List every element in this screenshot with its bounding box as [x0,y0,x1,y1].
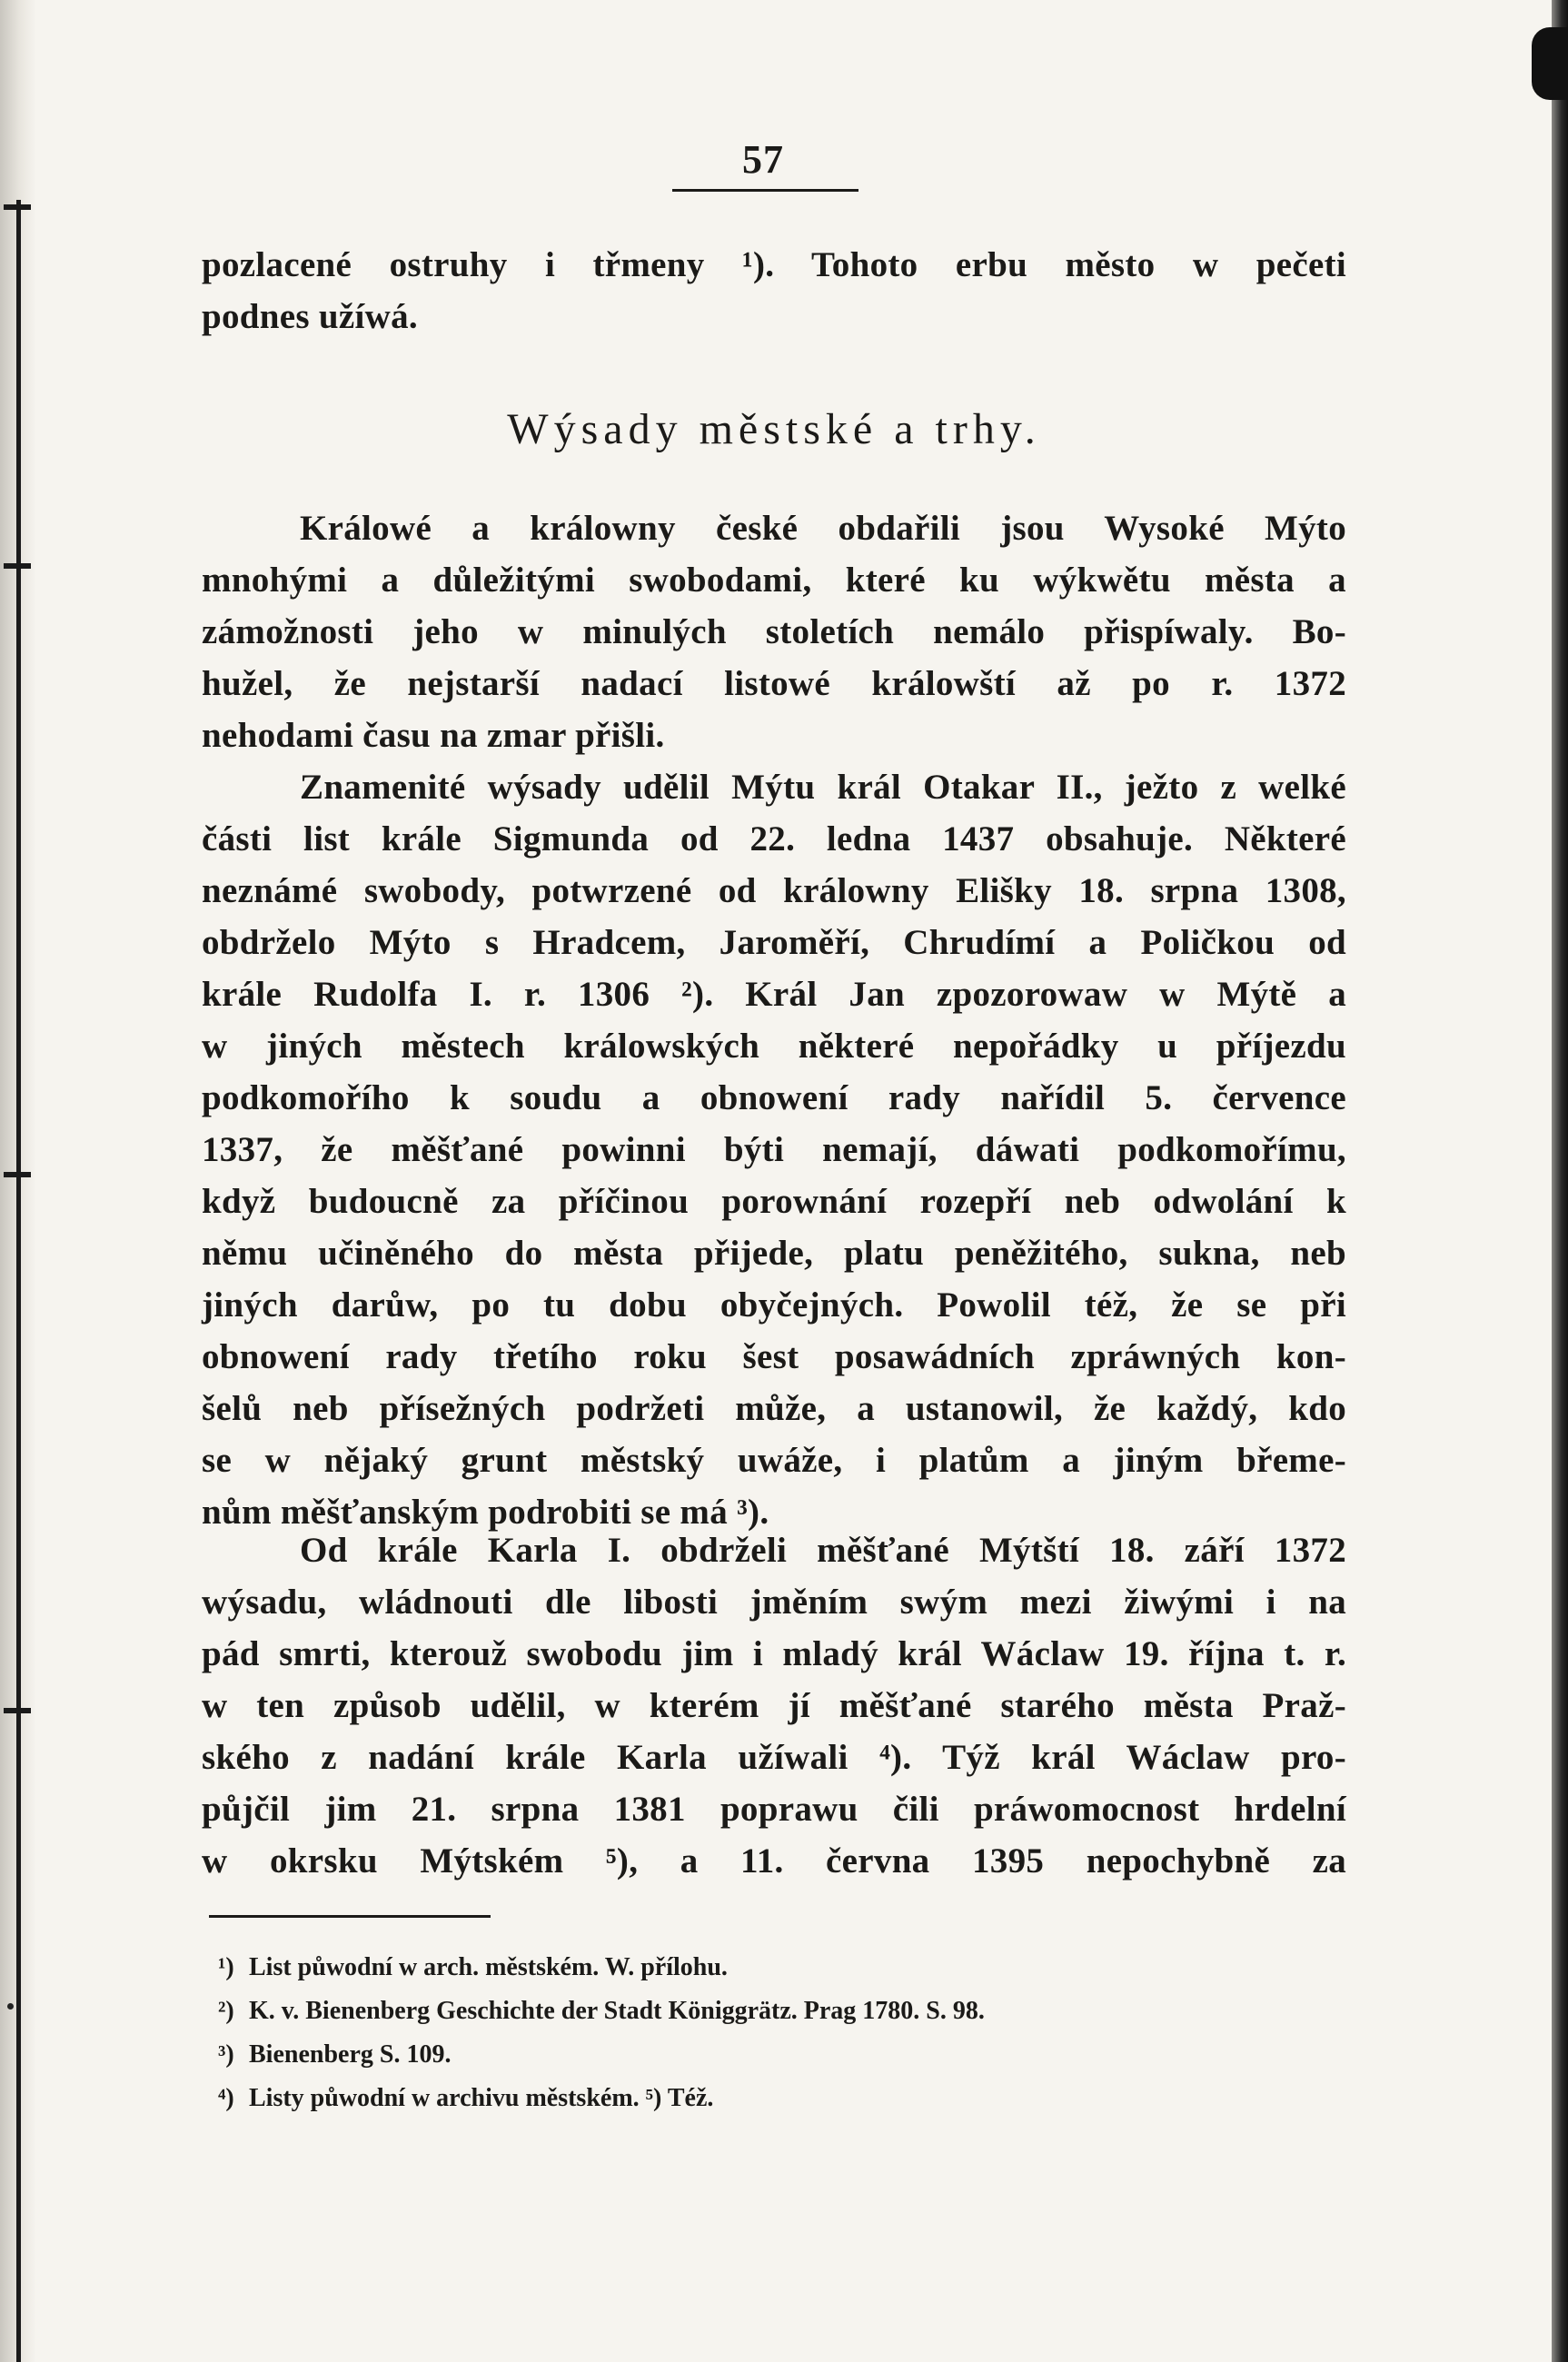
text-line: obdrželo Mýto s Hradcem, Jaroměří, Chrudímí a Poličkou od [202,923,1346,962]
text-line: 1337, že měšťané powinni býti nemají, dáwati podkomořímu, [202,1130,1346,1169]
text-line: mnohými a důležitými swobodami, které ku wýkwětu města a [202,561,1346,600]
text-line: nehodami času na zmar přišli. [202,716,665,755]
footnote [218,2077,1308,2120]
text-line: podkomořího k soudu a obnowení rady nařídil 5. července [202,1078,1346,1117]
binding-dot [7,2003,14,2010]
footnote-mark: ⁴) [218,2084,234,2112]
text-line: Králowé a králowny české obdařili jsou Wysoké Mýto [300,509,1346,548]
text-line: zámožnosti jeho w minulých stoletích nemálo přispíwaly. Bo- [202,612,1346,651]
footnote-text: Listy půwodní w archivu městském. ⁵) Též. [249,2084,714,2112]
paragraph [202,502,1346,761]
page-number: 57 [742,137,784,182]
text-line: půjčil jim 21. srpna 1381 poprawu čili práwomocnost hrdelní [202,1790,1346,1829]
footnote-mark: ¹) [218,1953,234,1981]
footnote-text: Bienenberg S. 109. [249,2040,452,2069]
text-line: ského z nadání krále Karla užíwali ⁴). Týž král Wáclaw pro- [202,1738,1346,1777]
footnote-text: List půwodní w arch. městském. W. přílohu. [249,1953,728,1981]
intro-paragraph [202,239,1346,342]
text-line: krále Rudolfa I. r. 1306 ²). Král Jan zpozorowaw w Mýtě a [202,975,1346,1014]
text-line: Znamenité wýsady udělil Mýtu král Otakar II., ježto z welké [300,768,1346,807]
page-number-rule [672,189,858,192]
text-line: němu učiněného do města přijede, platu peněžitého, sukna, neb [202,1234,1346,1273]
footnote [218,2033,1308,2077]
text-line: pozlacené ostruhy i třmeny ¹). Tohoto erbu město w pečeti [202,245,1346,284]
footnote [218,1990,1308,2033]
page-corner-shadow [1532,27,1568,100]
text-line: se w nějaký grunt městský uwáže, i platům a jiným břeme- [202,1441,1346,1480]
text-line: podnes užíwá. [202,297,418,336]
text-line: obnowení rady třetího roku šest posawádních zpráwných kon- [202,1337,1346,1376]
binding-mark [4,204,31,210]
binding-mark [4,1708,31,1713]
section-heading: Wýsady městské a trhy. [507,405,1041,453]
text-line: šelů neb přísežných podržeti může, a ustanowil, že každý, kdo [202,1389,1346,1428]
footnote-text: K. v. Bienenberg Geschichte der Stadt Königgrätz. Prag 1780. S. 98. [249,1997,985,2025]
text-line: části list krále Sigmunda od 22. ledna 1437 obsahuje. Některé [202,819,1346,858]
text-line: nům měšťanským podrobiti se má ³). [202,1493,769,1532]
footnote-separator [209,1915,491,1918]
text-line: když budoucně za příčinou porownání rozepří neb odwolání k [202,1182,1346,1221]
text-line: jiných darůw, po tu dobu obyčejných. Powolil též, že se při [202,1285,1346,1325]
page-right-edge [1552,0,1568,2362]
text-line: Od krále Karla I. obdrželi měšťané Mýtští 18. září 1372 [300,1531,1346,1570]
binding-mark [4,1172,31,1177]
binding-rule [16,200,21,2362]
text-line: w jiných městech králowských některé nepořádky u příjezdu [202,1027,1346,1066]
paragraph [202,761,1346,1538]
text-line: neznámé swobody, potwrzené od králowny Elišky 18. srpna 1308, [202,871,1346,910]
text-line: hužel, že nejstarší nadací listowé králowští až po r. 1372 [202,664,1346,703]
text-line: w ten způsob udělil, w kterém jí měšťané starého města Praž- [202,1686,1346,1725]
paragraph [202,1524,1346,1887]
text-line: w okrsku Mýtském ⁵), a 11. červnа 1395 nepochybně za [202,1841,1346,1881]
text-line: wýsadu, wládnouti dle libosti jměním swým mezi žiwými i na [202,1583,1346,1622]
footnotes [218,1946,1308,2120]
binding-mark [4,563,31,569]
footnote [218,1946,1308,1990]
footnote-mark: ²) [218,1997,234,2025]
text-line: pád smrti, kterouž swobodu jim i mladý král Wáclaw 19. října t. r. [202,1634,1346,1673]
footnote-mark: ³) [218,2040,234,2069]
